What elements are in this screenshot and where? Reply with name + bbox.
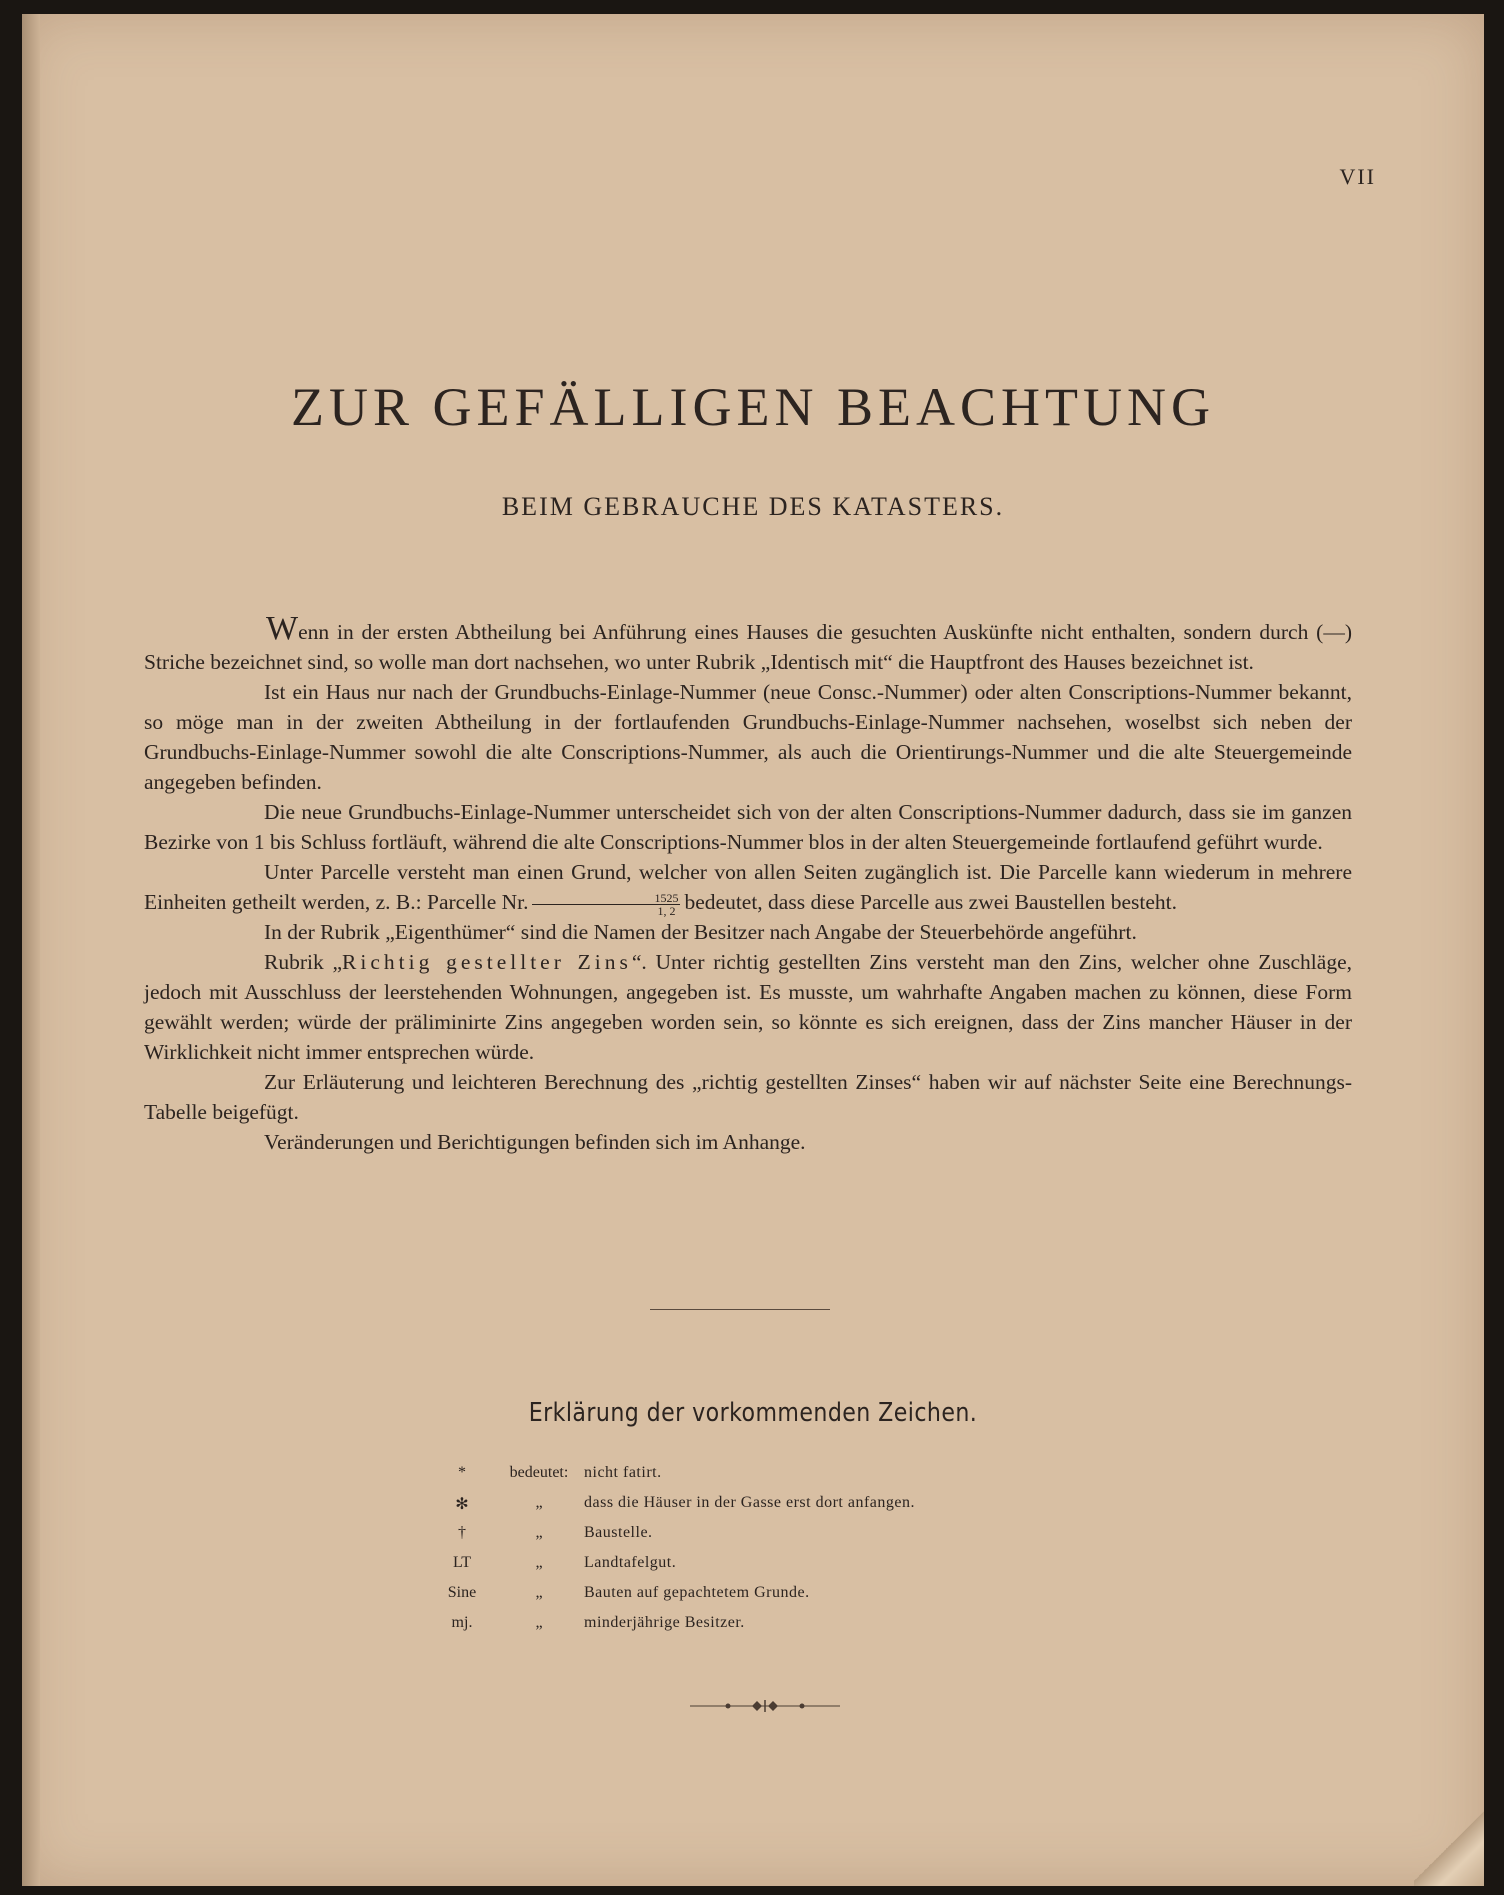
symbol-legend [432, 1464, 1132, 1644]
legend-description: Baustelle. [584, 1524, 653, 1541]
paragraph-1 [144, 610, 1352, 677]
legend-verb: „ [535, 1584, 543, 1601]
legend-row [432, 1464, 1132, 1494]
legend-symbol: mj. [451, 1614, 473, 1631]
legend-description: Bauten auf gepachtetem Grunde. [584, 1584, 810, 1601]
legend-verb: „ [535, 1524, 543, 1541]
page-number: VII [1339, 164, 1376, 189]
legend-row [432, 1584, 1132, 1614]
paragraph-4 [144, 857, 1352, 917]
paragraph-4-text-b: bedeutet, dass diese Parcelle aus zwei Baustellen besteht. [684, 890, 1178, 914]
body-text [144, 610, 1352, 1157]
legend-verb: „ [535, 1614, 543, 1631]
paragraph-4-text-a: Unter Parcelle versteht man einen Grund, welcher von allen Seiten zugänglich ist. Die Parcelle kann wiederum in mehrere Einheiten getheilt werden, z. B.: Parcelle Nr. [144, 860, 1352, 914]
paragraph-2: Ist ein Haus nur nach der Grundbuchs-Einlage-Nummer (neue Consc.-Nummer) oder alten Conscriptions-Nummer bekannt, so möge man in der zweiten Abtheilung in der fortlaufenden Grundbuchs-Einlage-Nummer nachsehen, woselbst sich neben der Grundbuchs-Einlage-Nummer sowohl die alte Conscriptions-Nummer, als auch die Orientirungs-Nummer und die alte Steuergemeinde angegeben befinden. [144, 680, 1352, 794]
ornament-divider [690, 1698, 840, 1714]
legend-row [432, 1524, 1132, 1554]
legend-symbol: LT [452, 1554, 472, 1571]
legend-description: nicht fatirt. [584, 1464, 662, 1481]
legend-description: dass die Häuser in der Gasse erst dort anfangen. [584, 1494, 916, 1511]
legend-row [432, 1494, 1132, 1524]
paragraph-6-text-a: Rubrik „ [264, 950, 343, 974]
page-corner-curl [1414, 1806, 1484, 1886]
legend-symbol: Sine [447, 1584, 477, 1601]
fraction-numerator: 1525 [532, 892, 680, 905]
legend-row [432, 1554, 1132, 1584]
paragraph-8: Veränderungen und Berichtigungen befinden sich im Anhange. [264, 1130, 806, 1154]
page-spine [22, 14, 40, 1886]
paragraph-3: Die neue Grundbuchs-Einlage-Nummer unterscheidet sich von der alten Conscriptions-Nummer dadurch, dass sie im ganzen Bezirke von 1 bis Schluss fortläuft, während die alte Conscriptions-Nummer blos in der alten Steuergemeinde fortlaufend geführt wurde. [144, 800, 1352, 854]
paragraph-7: Zur Erläuterung und leichteren Berechnung des „richtig gestellten Zinses“ haben wir auf nächster Seite eine Berechnungs-Tabelle beigefügt. [144, 1070, 1352, 1124]
paragraph-6-text-b: “. Unter richtig gestellten Zins versteht man den Zins, welcher ohne Zuschläge, jedoch mit Ausschluss der leerstehenden Wohnungen, angegeben ist. Es musste, um wahrhafte Angaben machen zu können, diese Form gewählt werden; würde der präliminirte Zins angegeben worden sein, so könnte es sich ereignen, dass der Zins mancher Häuser in der Wirklichkeit nicht immer entsprechen würde. [144, 950, 1352, 1064]
fraction-denominator: 1, 2 [657, 903, 676, 918]
section-divider [650, 1309, 830, 1310]
legend-row [432, 1614, 1132, 1644]
page-subtitle: BEIM GEBRAUCHE DES KATASTERS. [501, 492, 1005, 521]
page-title: ZUR GEFÄLLIGEN BEACHTUNG [291, 377, 1215, 437]
drop-cap: W [266, 610, 299, 647]
paragraph-6 [144, 947, 1352, 1067]
parcel-fraction [532, 892, 680, 917]
paragraph-5: In der Rubrik „Eigenthümer“ sind die Namen der Besitzer nach Angabe der Steuerbehörde angeführt. [264, 920, 1137, 944]
book-page [22, 14, 1484, 1886]
legend-title: Erklärung der vorkommenden Zeichen. [528, 1398, 978, 1428]
legend-verb: „ [535, 1494, 543, 1511]
spaced-term: Richtig gestellter Zins [342, 950, 632, 974]
legend-symbol: ✻ [455, 1496, 469, 1513]
paragraph-1-text: enn in der ersten Abtheilung bei Anführung eines Hauses die gesuchten Auskünfte nicht enthalten, sondern durch (—) Striche bezeichnet sind, so wolle man dort nachsehen, wo unter Rubrik „Identisch mit“ die Hauptfront des Hauses bezeichnet ist. [144, 620, 1352, 674]
legend-description: minderjährige Besitzer. [584, 1614, 745, 1631]
legend-description: Landtafelgut. [584, 1554, 677, 1571]
legend-verb: „ [535, 1554, 543, 1571]
legend-symbol: † [458, 1524, 466, 1541]
legend-verb: bedeutet: [509, 1464, 569, 1481]
legend-symbol: * [458, 1464, 466, 1481]
